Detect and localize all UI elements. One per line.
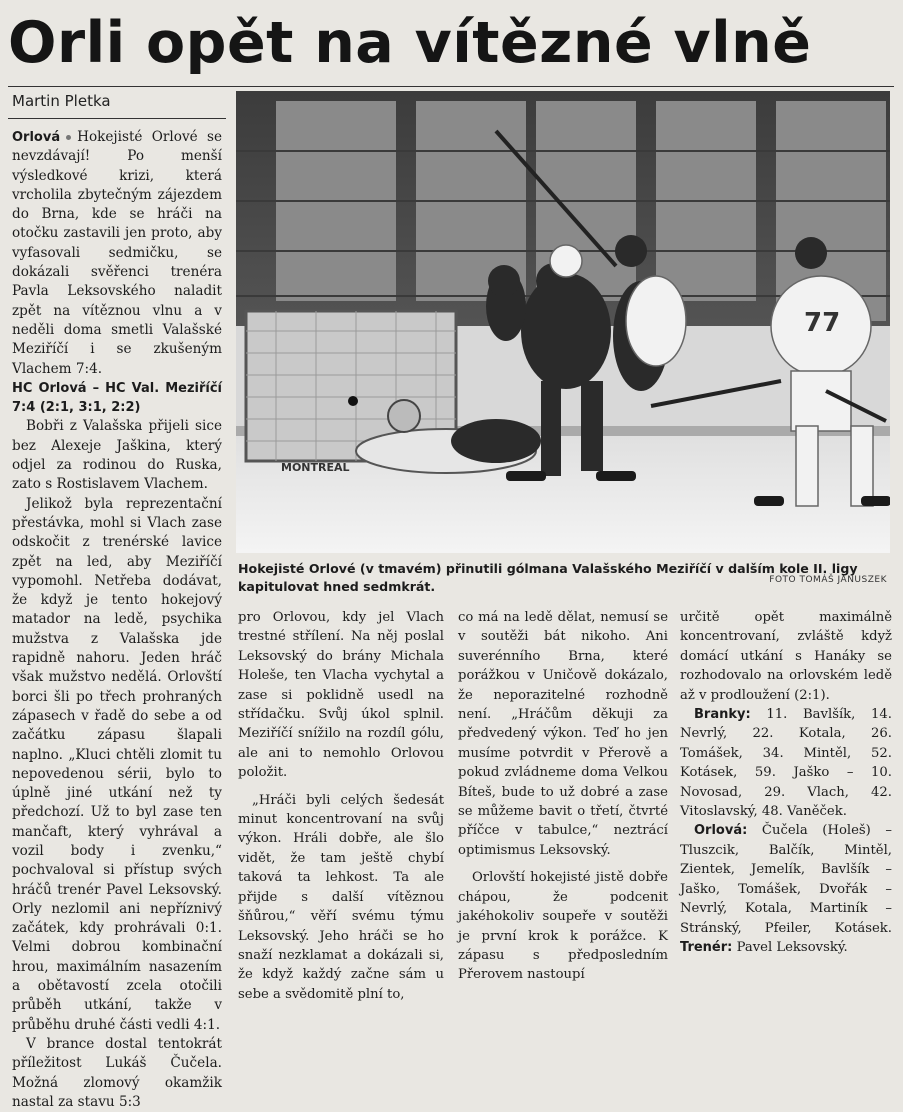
goals-paragraph [680,705,892,821]
dateline: Orlová [12,130,61,145]
article-column-3 [458,608,668,985]
lineup-text: Čučela (Holeš) – Tluszcik, Balčík, Mintěl, Zientek, Jemelík, Bavlšík – Jaško, Tomášek, Dvořák – Nevrlý, Kotala, Martiník – Stránský, Pfeiler, Kotásek. [680,823,892,936]
article-column-4 [680,608,892,957]
article-paragraph: V brance dostal tentokrát příležitost Lukáš Čučela. Možná zlomový okamžik nastal za stavu 5:3 [12,1035,222,1110]
article-paragraph: Jelikož byla reprezentační přestávka, mohl si Vlach zase odskočit z trenérské lavice zpět na led, aby Meziříčí vypomohl. Netřeba dodávat, že když je tento hokejový matador na ledě, psychika mužstva z Valašska jde rapidně nahoru. Jeden hráč však mužstvo nedělá. Orlovští borci šli po třech prohraných zápasech v řadě do sebe a od začátku zápasu šlapali naplno. „Kluci chtěli zlomit tu nepovedenou sérii, bylo to úplně jiné utkání než ty předchozí. Už to byl zase ten mančaft, který vyhrával a vozil body i zvenku,“ pochvaloval si přístup svých hráčů trenér Pavel Leksovský. Orly nezlomil ani nepříznivý začátek, kdy prohrávali 0:1. Velmi dobrou kombinační hrou, maximálním nasazením a obětavostí zcela otočili průběh utkání, takže v průběhu druhé části vedli 4:1. [12,495,222,1033]
article-paragraph: pro Orlovou, kdy jel Vlach trestné střílení. Na něj poslal Leksovský do brány Michala Holeše, ten Vlacha vychytal a zase si poklidně usedl na střídačku. Svůj úkol splnil. Meziříčí snížilo na rozdíl gólu, ale ani to nemohlo Orlovou položit. [238,610,444,781]
article-paragraph: Bobři z Valašska přijeli sice bez Alexeje Jaškina, který odjel za rodinou do Ruska, zato s Rostislavem Vlachem. [12,418,222,493]
lineup-label: Orlová: [694,823,748,839]
article-paragraph: „Hráči byli celých šedesát minut koncentrovaní na svůj výkon. Hráli dobře, ale šlo vidět, že tam ještě chybí taková ta lehkost. Ta ale přijde s další vítěznou šňůrou,“ věří svému týmu Leksovský. Jeho hráči se ho snaží nezklamat a dokázali si, že když každý začne sám u sebe a svědomitě plní to, [238,792,444,1002]
hockey-photo [236,91,890,553]
article-paragraph: Orlovští hokejisté jistě dobře chápou, že podcenit jakéhokoliv soupeře v soutěži je první krok k porážce. K zápasu s předposledním Přerovem nastoupí [458,870,668,983]
coach-text: Pavel Leksovský. [736,939,848,955]
photo-caption: Hokejisté Orlové (v tmavém) přinutili gólmana Valašského Meziříčí v dalším kole II. ligy kapitulovat hned sedmkrát. [238,561,858,594]
article-column-2 [238,608,444,1004]
lead-paragraph [12,128,222,379]
headline-rule [8,86,894,87]
goals-label: Branky: [694,707,751,723]
author-byline: Martin Pletka [12,92,111,110]
dateline-bullet-icon [66,135,71,140]
article-paragraph: určitě opět maximálně koncentrovaní, zvláště když domácí utkání s Hanáky se rozhodovalo na orlovském ledě až v prodloužení (2:1). [680,610,892,703]
article-paragraph: co má na ledě dělat, nemusí se v soutěži bát nikoho. Ani suverénního Brna, které porážkou v Uničově dokázalo, že neporazitelné rozhodně není. „Hráčům děkuji za předvedený výkon. Teď ho jen musíme potvrdit v Přerově a pokud zvládneme doma Velkou Bíteš, bude to už dobré a zase se můžeme bavit o třetí, čtvrté příčce v tabulce,“ neztrácí optimismus Leksovský. [458,610,668,858]
lineup-paragraph [680,821,892,957]
lead-text: Hokejisté Orlové se nevzdávají! Po menší výsledkové krizi, která vrcholila zbytečným zájezdem do Brna, kde se hráči na otočku zastavili jen proto, aby vyfasovali sedmičku, se dokázali svěřenci trenéra Pavla Leksovského naladit zpět na vítěznou vlnu a v neděli doma smetli Valašské Meziříčí i se zkušeným Vlachem 7:4. [12,129,222,377]
article-column-1 [12,128,222,1112]
photo-credit: FOTO TOMÁŠ JANUSZEK [769,575,887,585]
match-result-heading: HC Orlová – HC Val. Meziříčí 7:4 (2:1, 3:1, 2:2) [12,380,222,416]
headline: Orli opět na vítězné vlně [8,10,812,76]
coach-label: Trenér: [680,939,733,955]
byline-rule [8,118,226,119]
board-ad-text: MONTREAL [281,461,350,474]
jersey-number: 77 [804,308,841,338]
goals-text: 11. Bavlšík, 14. Nevrlý, 22. Kotala, 26. Tomášek, 34. Mintěl, 52. Kotásek, 59. Jaško – 10. Novosad, 29. Vlach, 42. Vitoslavský, 48. Vaněček. [680,707,892,820]
